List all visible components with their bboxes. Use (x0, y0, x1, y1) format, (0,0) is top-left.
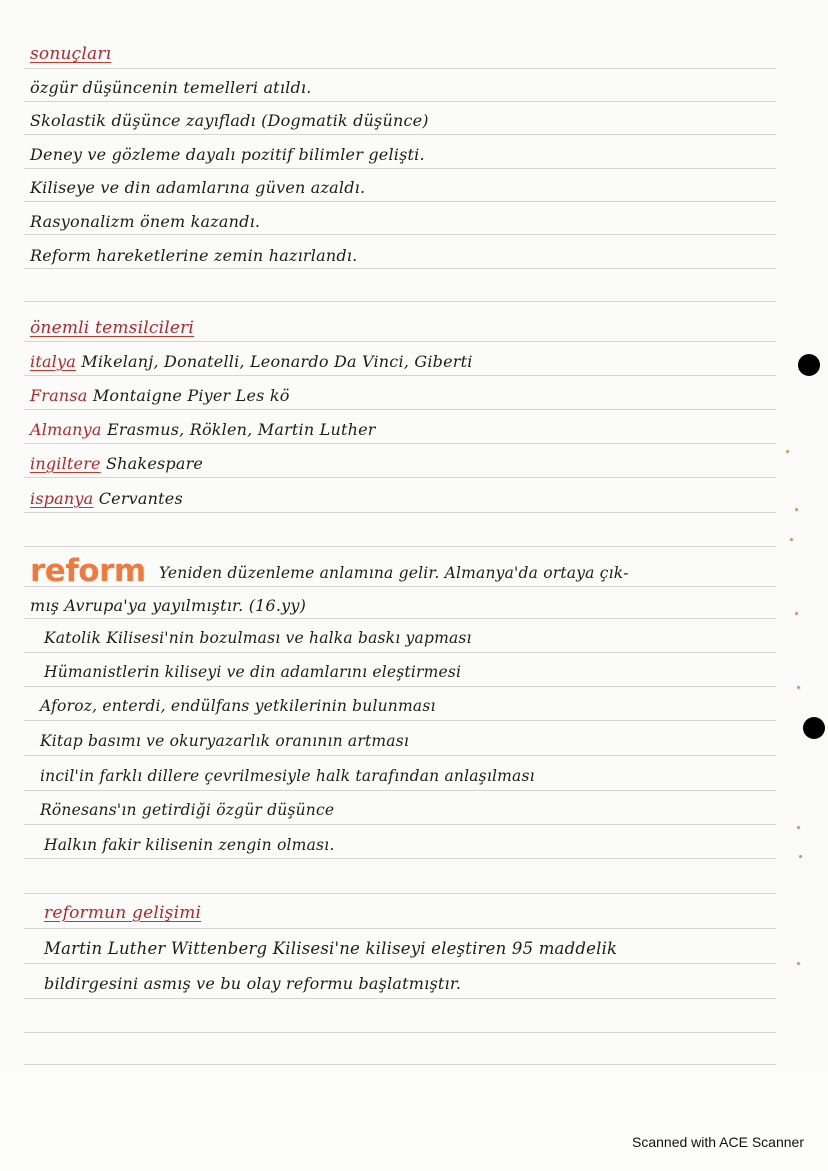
ruled-line (24, 928, 776, 929)
ruled-line (24, 963, 776, 964)
ruled-line (24, 68, 776, 69)
temsilci-row (30, 489, 183, 508)
sonuclar-item: Deney ve gözleme dayalı pozitif bilimler gelişti. (30, 145, 425, 164)
ruled-line (24, 477, 776, 478)
reform-definition-text: Yeniden düzenleme anlamına gelir. Almanya'da ortaya çık- (158, 564, 629, 582)
ruled-line (24, 268, 776, 269)
ruled-line (24, 201, 776, 202)
ruled-line (24, 858, 776, 859)
ruled-line (24, 168, 776, 169)
margin-dot (795, 612, 798, 615)
section-heading-gelisim: reformun gelişimi (44, 903, 202, 923)
margin-dot (795, 508, 798, 511)
ruled-line (24, 301, 776, 302)
reform-definition-line: mış Avrupa'ya yayılmıştır. (16.yy) (30, 596, 307, 615)
ruled-line (24, 234, 776, 235)
ruled-line (24, 443, 776, 444)
gelisim-text-line: Martin Luther Wittenberg Kilisesi'ne kiliseyi eleştiren 95 maddelik (44, 939, 618, 958)
ruled-line (24, 1064, 776, 1065)
reform-cause-item: Halkın fakir kilisenin zengin olması. (44, 836, 335, 854)
gelisim-text-line: bildirgesini asmış ve bu olay reformu başlatmıştır. (44, 974, 462, 993)
temsilci-row (30, 420, 376, 439)
reform-cause-item: Katolik Kilisesi'nin bozulması ve halka baskı yapması (44, 629, 472, 647)
country-label: Almanya (30, 420, 102, 439)
scanner-watermark: Scanned with ACE Scanner (632, 1134, 804, 1150)
ruled-line (24, 375, 776, 376)
ruled-line (24, 618, 776, 619)
margin-dot (797, 686, 800, 689)
ruled-line (24, 686, 776, 687)
section-heading-temsilciler: önemli temsilcileri (30, 318, 195, 338)
sonuclar-item: Rasyonalizm önem kazandı. (30, 212, 261, 231)
ruled-line (24, 409, 776, 410)
ruled-line (24, 134, 776, 135)
margin-dot (786, 450, 789, 453)
reform-cause-item: Aforoz, enterdi, endülfans yetkilerinin bulunması (40, 697, 436, 715)
margin-dot (790, 538, 793, 541)
temsilci-row (30, 454, 203, 473)
reform-cause-item: Rönesans'ın getirdiği özgür düşünce (40, 801, 335, 819)
temsilci-row (30, 386, 290, 405)
ruled-line (24, 893, 776, 894)
ruled-line (24, 790, 776, 791)
sonuclar-item: özgür düşüncenin temelleri atıldı. (30, 78, 312, 97)
ruled-line (24, 720, 776, 721)
temsilci-row (30, 352, 473, 371)
ruled-line (24, 512, 776, 513)
ruled-line (24, 101, 776, 102)
sonuclar-item: Reform hareketlerine zemin hazırlandı. (30, 246, 358, 265)
country-label: ispanya (30, 489, 94, 508)
section-heading-sonuclar: sonuçları (30, 44, 112, 64)
punch-hole (798, 354, 820, 376)
representative-names: Erasmus, Röklen, Martin Luther (106, 420, 376, 439)
reform-definition-line (30, 553, 629, 589)
reform-title: reform (30, 553, 146, 589)
ruled-line (24, 652, 776, 653)
representative-names: Montaigne Piyer Les kö (92, 386, 290, 405)
margin-dot (799, 855, 802, 858)
reform-cause-item: Kitap basımı ve okuryazarlık oranının artması (40, 732, 410, 750)
ruled-line (24, 341, 776, 342)
ruled-line (24, 824, 776, 825)
ruled-line (24, 546, 776, 547)
country-label: italya (30, 352, 76, 371)
country-label: ingiltere (30, 454, 101, 473)
punch-hole (803, 717, 825, 739)
representative-names: Mikelanj, Donatelli, Leonardo Da Vinci, Giberti (81, 352, 473, 371)
representative-names: Shakespare (106, 454, 204, 473)
margin-dot (797, 962, 800, 965)
reform-cause-item: Hümanistlerin kiliseyi ve din adamlarını eleştirmesi (44, 663, 462, 681)
ruled-line (24, 755, 776, 756)
ruled-line (24, 998, 776, 999)
country-label: Fransa (30, 386, 88, 405)
sonuclar-item: Skolastik düşünce zayıfladı (Dogmatik düşünce) (30, 111, 429, 130)
ruled-line (24, 1032, 776, 1033)
sonuclar-item: Kiliseye ve din adamlarına güven azaldı. (30, 178, 366, 197)
margin-dot (797, 826, 800, 829)
reform-cause-item: incil'in farklı dillere çevrilmesiyle halk tarafından anlaşılması (40, 767, 535, 785)
representative-names: Cervantes (98, 489, 183, 508)
